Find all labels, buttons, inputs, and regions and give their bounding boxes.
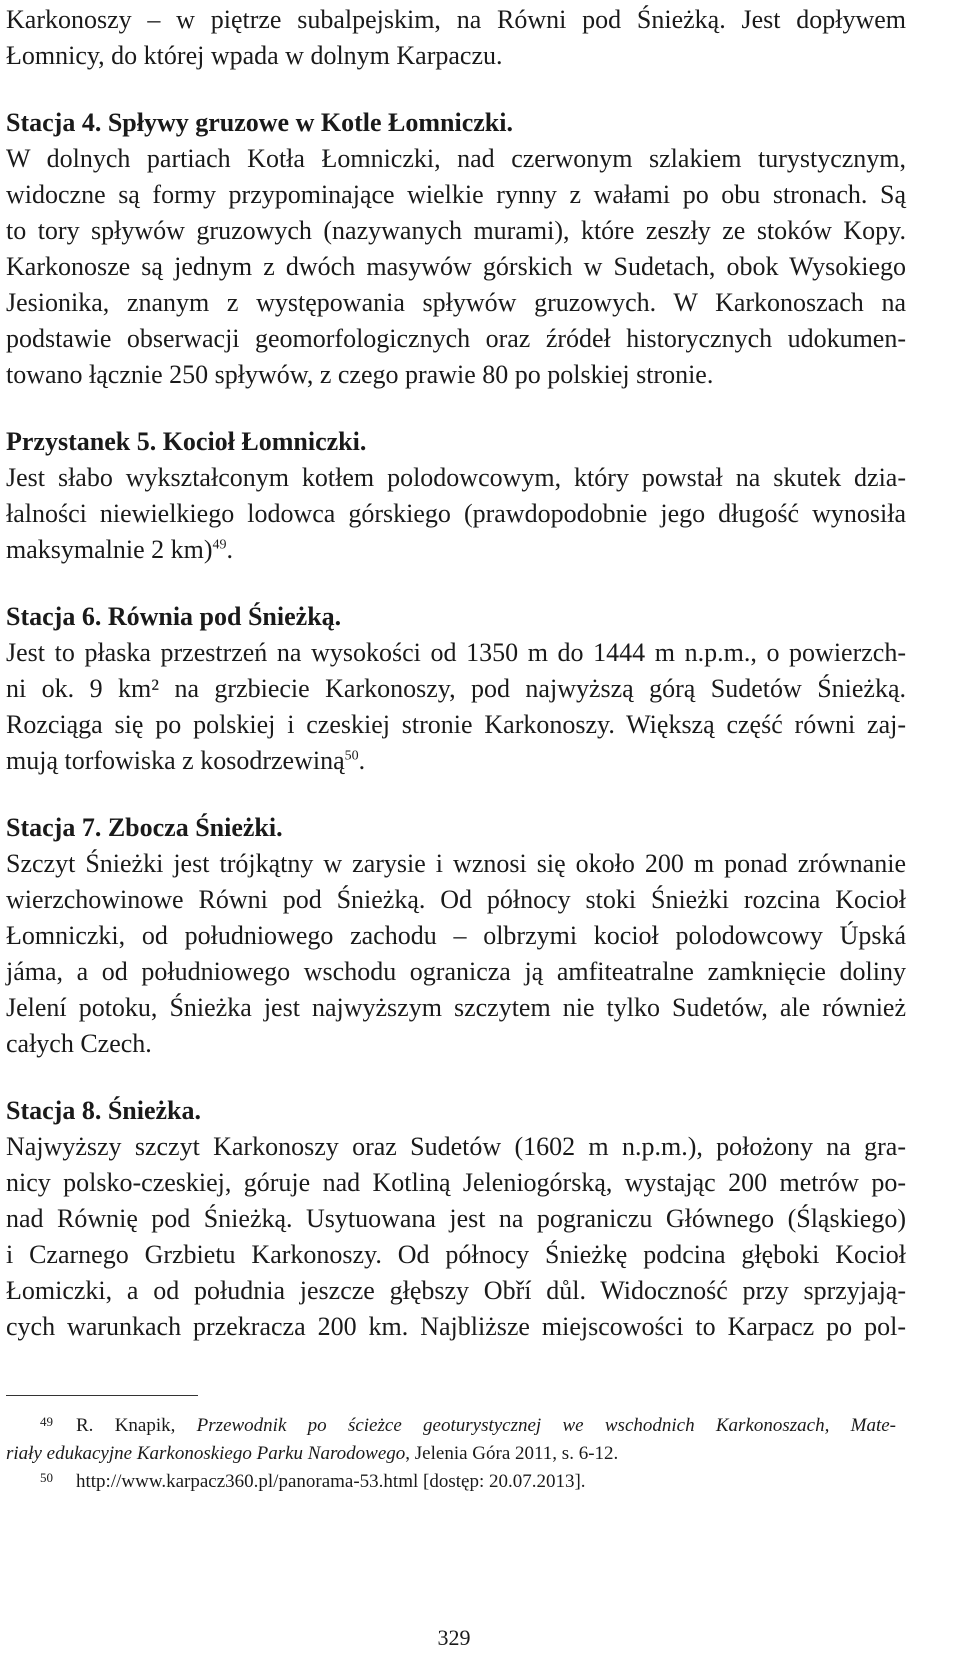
footnote-divider — [6, 1395, 198, 1396]
text-line: cych warunkach przekracza 200 km. Najbliższe miejscowości to Karpacz po pol- — [6, 1312, 906, 1341]
section-heading: Przystanek 5. Kocioł Łomniczki. — [6, 427, 367, 456]
text-line: Jelení potoku, Śnieżka jest najwyższym szczytem nie tylko Sudetów, ale również — [6, 993, 906, 1022]
text-line: Jesionika, znanym z występowania spływów gruzowych. W Karkonoszach na — [6, 288, 906, 317]
text-line: widoczne są formy przypominające wielkie rynny z wałami po obu stronach. Są — [6, 180, 906, 209]
text-line: łalności niewielkiego lodowca górskiego (prawdopodobnie jego długość wynosiła — [6, 499, 906, 528]
footnote-ref-49[interactable]: 49 — [212, 537, 227, 553]
section-stacja-6 — [6, 599, 906, 779]
text-fragment: . — [358, 746, 366, 775]
section-przystanek-5 — [6, 424, 906, 568]
footnote-title-continued: riały edukacyjne Karkonoskiego Parku Narodowego — [6, 1443, 406, 1464]
text-line: Rozciąga się po polskiej i czeskiej stronie Karkonoszy. Większą część równi zaj- — [6, 710, 906, 739]
text-line: ni ok. 9 km² na grzbiecie Karkonoszy, pod najwyższą górą Sudetów Śnieżką. — [6, 674, 906, 703]
text-line: całych Czech. — [6, 1029, 152, 1058]
page-body — [6, 0, 906, 1345]
text-line: towano łącznie 250 spływów, z czego prawie 80 po polskiej stronie. — [6, 360, 714, 389]
text-line — [6, 743, 906, 779]
section-stacja-8 — [6, 1093, 906, 1345]
section-heading: Stacja 6. Równia pod Śnieżką. — [6, 602, 342, 631]
text-line: wierzchowinowe Równi pod Śnieżką. Od północy stoki Śnieżki rozcina Kocioł — [6, 885, 906, 914]
footnote-49 — [6, 1412, 896, 1440]
text-line: W dolnych partiach Kotła Łomniczki, nad czerwonym szlakiem turystycznym, — [6, 144, 906, 173]
section-stacja-7 — [6, 810, 906, 1062]
footnote-title: Przewodnik po ścieżce geoturystycznej we wschodnich Karkonoszach, Mate- — [196, 1415, 896, 1436]
intro-paragraph — [6, 0, 906, 74]
footnote-number: 49 — [40, 1414, 53, 1429]
footnote-50 — [6, 1468, 896, 1496]
text-line: Jest to płaska przestrzeń na wysokości od 1350 m do 1444 m n.p.m., o powierzch- — [6, 638, 906, 667]
section-heading: Stacja 7. Zbocza Śnieżki. — [6, 813, 283, 842]
text-fragment: mują torfowiska z kosodrzewiną — [6, 746, 345, 775]
text-line: Łomiczki, a od południa jeszcze głębszy Obří důl. Widoczność przy sprzyjają- — [6, 1276, 906, 1305]
section-stacja-4 — [6, 105, 906, 393]
text-line: Jest słabo wykształconym kotłem polodowcowym, który powstał na skutek dzia- — [6, 463, 906, 492]
text-line: Najwyższy szczyt Karkonoszy oraz Sudetów (1602 m n.p.m.), położony na gra- — [6, 1132, 906, 1161]
footnotes — [6, 1412, 896, 1496]
footnote-link[interactable]: http://www.karpacz360.pl/panorama-53.html [dostęp: 20.07.2013]. — [76, 1471, 586, 1492]
footnote-ref-50[interactable]: 50 — [344, 748, 359, 764]
section-heading: Stacja 8. Śnieżka. — [6, 1096, 201, 1125]
footnote-author: R. Knapik, — [76, 1415, 197, 1436]
text-line: Łomnicy, do której wpada w dolnym Karpaczu. — [6, 41, 503, 70]
text-fragment: . — [226, 535, 234, 564]
footnote-text — [76, 1412, 896, 1440]
footnote-number: 50 — [40, 1470, 53, 1485]
text-line: jáma, a od południowego wschodu ogranicza ją amfiteatralne zamknięcie doliny — [6, 957, 906, 986]
text-line: nicy polsko-czeskiej, góruje nad Kotliną Jeleniogórską, wystając 200 metrów po- — [6, 1168, 906, 1197]
text-line — [6, 532, 906, 568]
footnote-tail: , Jelenia Góra 2011, s. 6-12. — [405, 1443, 619, 1464]
page-number: 329 — [437, 1625, 471, 1650]
text-line: Szczyt Śnieżki jest trójkątny w zarysie i wznosi się około 200 m ponad zrównanie — [6, 849, 906, 878]
text-line: Karkonoszy – w piętrze subalpejskim, na Równi pod Śnieżką. Jest dopływem — [6, 5, 906, 34]
text-line: podstawie obserwacji geomorfologicznych oraz źródeł historycznych udokumen- — [6, 324, 906, 353]
text-line: i Czarnego Grzbietu Karkonoszy. Od północy Śnieżkę podcina głęboki Kocioł — [6, 1240, 906, 1269]
footnote-49-continued — [6, 1440, 896, 1468]
text-line: Karkonosze są jednym z dwóch masywów górskich w Sudetach, obok Wysokiego — [6, 252, 906, 281]
text-line: nad Równię pod Śnieżką. Usytuowana jest na pograniczu Głównego (Śląskiego) — [6, 1204, 906, 1233]
text-line: to tory spływów gruzowych (nazywanych murami), które zeszły ze stoków Kopy. — [6, 216, 906, 245]
section-heading: Stacja 4. Spływy gruzowe w Kotle Łomniczki. — [6, 108, 513, 137]
text-line: Łomniczki, od południowego zachodu – olbrzymi kocioł polodowcowy Úpská — [6, 921, 906, 950]
text-fragment: maksymalnie 2 km) — [6, 535, 213, 564]
